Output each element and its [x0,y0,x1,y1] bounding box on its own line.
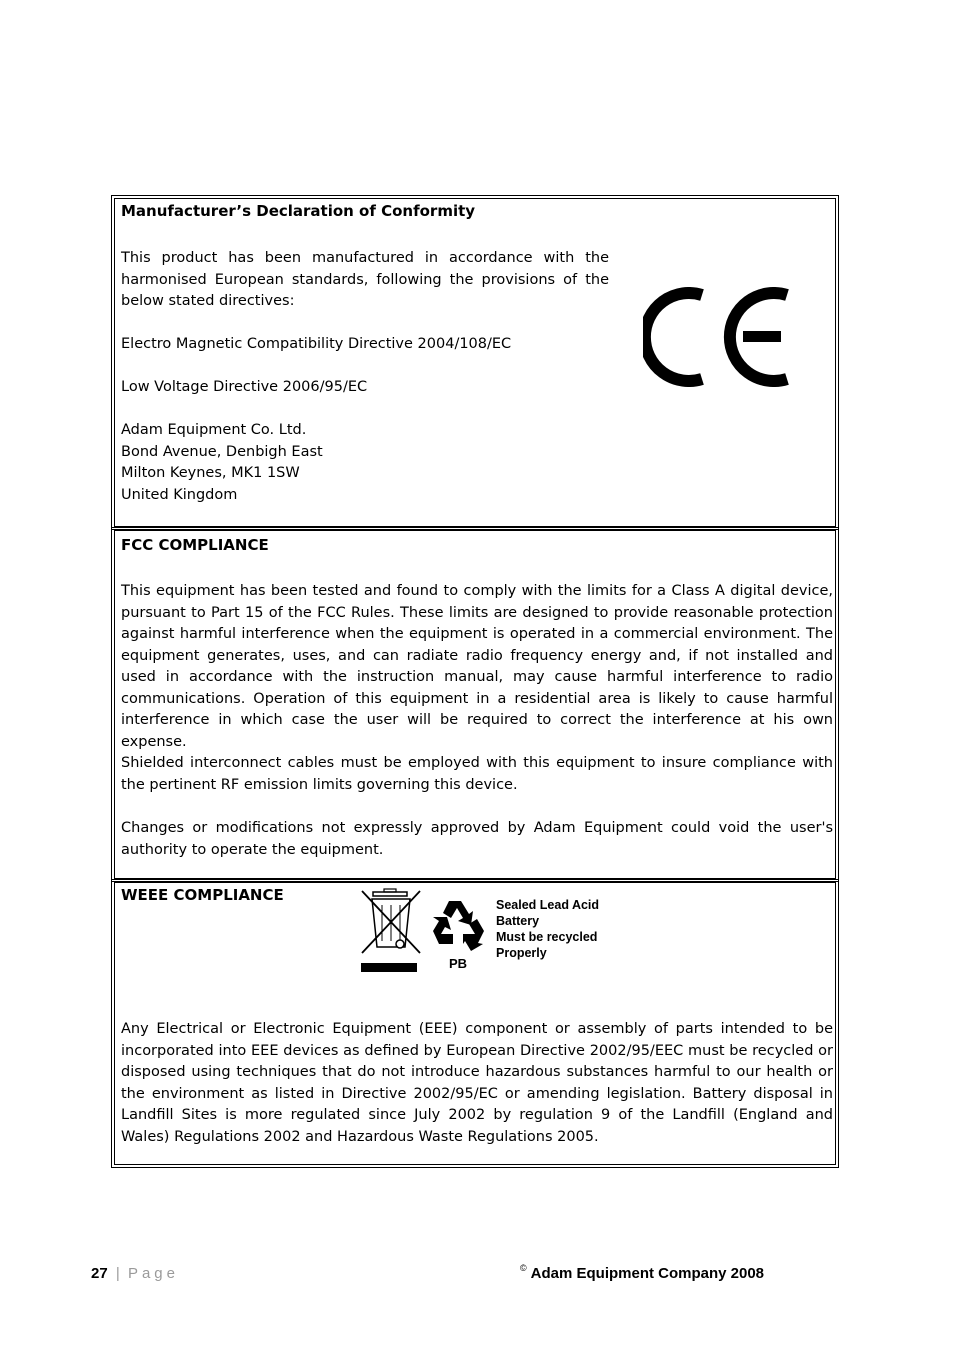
crossed-out-wheelie-bin-icon [360,887,426,975]
directive-emc: Electro Magnetic Compatibility Directive 2004/108/EC [121,336,512,352]
ce-mark-icon [643,287,793,387]
address-line: Bond Avenue, Denbigh East [121,443,323,460]
footer-separator: | [115,1265,120,1282]
fcc-paragraph-3: Changes or modifications not expressly approved by Adam Equipment could void the user's authority to operate the equipment. [121,820,833,858]
address-line: Milton Keynes, MK1 1SW [121,465,300,481]
fcc-title: FCC COMPLIANCE [121,536,269,554]
page-footer-left [91,1265,179,1282]
fcc-paragraph-1: This equipment has been tested and found to comply with the limits for a Class A digital device, pursuant to Part 15 of the FCC Rules. These limits are designed to provide reasonable protection against harmful interference when the equipment is operated in a commercial environment. The equipment generates, uses, and can radiate radio frequency energy and, if not installed and used in accordance with the instruction manual, may cause harmful interference to radio communications. Operation of this equipment in a residential area is likely to cause harmful interference in which case the user will be required to correct the interference at his own expense. [121,583,833,750]
address-line: United Kingdom [121,486,238,503]
weee-box [111,879,839,1168]
weee-box-inner [114,882,836,1165]
copyright-symbol: © [520,1263,527,1273]
copyright-text: Adam Equipment Company 2008 [530,1265,765,1282]
weee-paragraph: Any Electrical or Electronic Equipment (EEE) component or assembly of parts intended to be incorporated into EEE devices as defined by European Directive 2002/95/EEC must be recycled or disposed using techniques that do not introduce hazardous substances harmful to our health or the environment as listed in Directive 2002/95/EC or amending legislation. Battery disposal in Landfill Sites is more regulated since July 2002 by regulation 9 of the Landfill (England and Wales) Regulations 2002 and Hazardous Waste Regulations 2005. [121,1021,833,1145]
declaration-box [111,195,839,530]
page-label: Page [127,1265,179,1282]
recycle-code: PB [449,956,468,971]
copyright-notice [520,1265,764,1282]
fcc-paragraph-2: Shielded interconnect cables must be employed with this equipment to insure compliance with the pertinent RF emission limits governing this device. [121,755,833,793]
directive-lv: Low Voltage Directive 2006/95/EC [121,379,368,395]
page-number: 27 [91,1265,108,1282]
battery-note-line: Sealed Lead Acid [496,898,600,912]
manufacturer-address [121,420,521,506]
declaration-title: Manufacturer’s Declaration of Conformity [121,202,476,220]
battery-note-line: Must be recycled [496,930,598,944]
recycle-icon [429,897,487,951]
weee-title: WEEE COMPLIANCE [121,886,284,904]
declaration-box-inner [114,198,836,527]
fcc-box [111,527,839,882]
battery-note [496,897,656,961]
battery-note-line: Properly [496,946,547,960]
battery-note-line: Battery [496,914,540,928]
declaration-intro: This product has been manufactured in accordance with the harmonised European standards, following the provisions of the below stated directives: [121,250,609,309]
address-line: Adam Equipment Co. Ltd. [121,422,307,438]
fcc-box-inner [114,530,836,879]
